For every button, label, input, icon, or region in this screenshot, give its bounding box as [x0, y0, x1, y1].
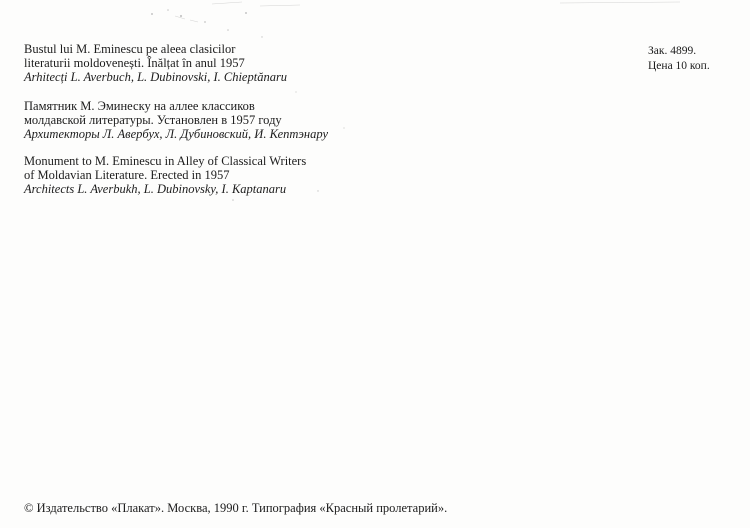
- order-info: [648, 44, 710, 74]
- caption-russian: [24, 99, 424, 141]
- caption-romanian: [24, 42, 424, 84]
- caption-english: [24, 154, 424, 196]
- publisher-imprint: © Издательство «Плакат». Москва, 1990 г. Типография «Красный пролетарий».: [24, 501, 448, 515]
- caption-romanian-line-1: Bustul lui M. Eminescu pe aleea clasicilor: [24, 42, 236, 56]
- caption-russian-line-2: молдавской литературы. Установлен в 1957 году: [24, 113, 282, 127]
- order-price: Цена 10 коп.: [648, 60, 710, 72]
- caption-romanian-line-2: literaturii moldovenești. Înălțat în anul 1957: [24, 56, 245, 70]
- caption-english-line-1: Monument to M. Eminescu in Alley of Classical Writers: [24, 154, 307, 168]
- order-number: Зак. 4899.: [648, 45, 697, 57]
- caption-english-architects: Architects L. Averbukh, L. Dubinovsky, I. Kaptanaru: [24, 182, 287, 196]
- caption-russian-line-1: Памятник М. Эминеску на аллее классиков: [24, 99, 255, 113]
- caption-romanian-architects: Arhitecți L. Averbuch, L. Dubinovski, I. Chieptănaru: [24, 70, 288, 84]
- caption-russian-architects: Архитекторы Л. Авербух, Л. Дубиновский, И. Кептэнару: [24, 127, 328, 141]
- caption-english-line-2: of Moldavian Literature. Erected in 1957: [24, 168, 230, 182]
